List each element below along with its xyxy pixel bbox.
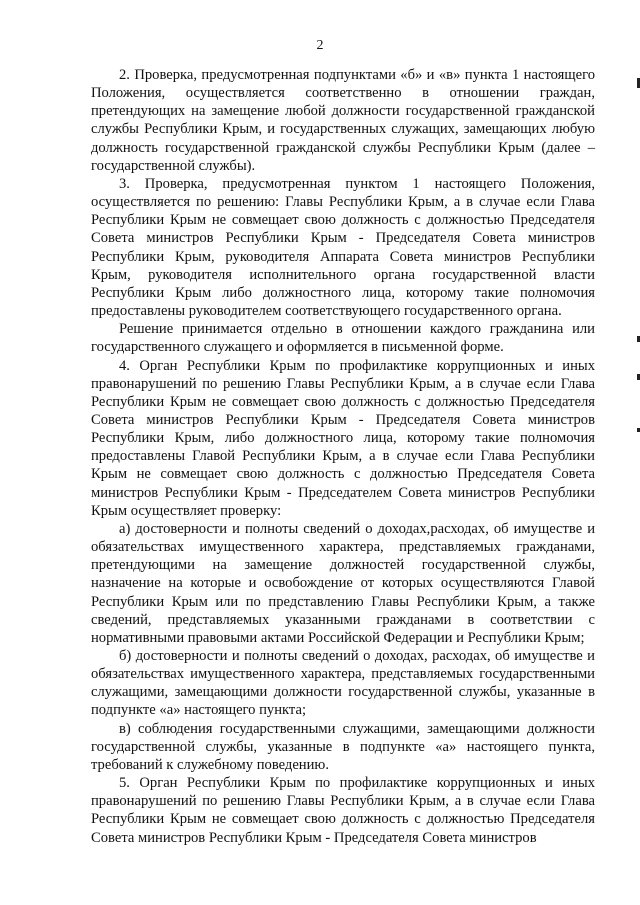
paragraph-4-subpoint-v: в) соблюдения государственными служащими, замещающими должности государственной службы, указанные в подпункте «а» настоящего пункта, требований к служебному поведению. bbox=[91, 720, 595, 773]
page-number: 2 bbox=[316, 38, 324, 53]
paragraph-4-subpoint-b: б) достоверности и полноты сведений о доходах, расходах, об имуществе и обязательствах имущественного характера, представляемых государственными служащими, замещающими должности государственной службы, указанные в подпункте «а» настоящего пункта; bbox=[91, 648, 595, 719]
paragraph-4: 4. Орган Республики Крым по профилактике коррупционных и иных правонарушений по решению Главы Республики Крым, а в случае если Глава Республики Крым не совмещает свою должность с должностью Председателя Совета министров Республики Крым - Председателя Совета министров Республики Крым, либо должностного лица, которому такие полномочия предоставлены Главой Республики Крым, а в случае если Глава Республики Крым не совмещает свою должность с должностью Председателя Совета министров Республики Крым - Председателем Совета министров Республики Крым осуществляет проверку: bbox=[91, 357, 595, 519]
paragraph-3: 3. Проверка, предусмотренная пунктом 1 настоящего Положения, осуществляется по решению: Главы Республики Крым, а в случае если Глава Республики Крым не совмещает свою должность с должностью Председателя Совета министров Республики Крым - Председателя Совета министров Республики Крым, руководителя Аппарата Совета министров Республики Крым, руководителя исполнительного органа государственной власти Республики Крым либо должностного лица, которому такие полномочия предоставлены руководителем соответствующего государственного органа. bbox=[91, 175, 595, 320]
paragraph-5: 5. Орган Республики Крым по профилактике коррупционных и иных правонарушений по решению Главы Республики Крым, а в случае если Глава Республики Крым не совмещает свою должность с должностью Председателя Совета министров Республики Крым - Председателя Совета министров bbox=[91, 775, 595, 846]
paragraph-2: 2. Проверка, предусмотренная подпунктами «б» и «в» пункта 1 настоящего Положения, осуществляется соответственно в отношении граждан, претендующих на замещение любой должности государственной гражданской службы Республики Крым, и государственных служащих, замещающих любую должность государственной гражданской службы Республики Крым (далее – государственной службы). bbox=[91, 67, 595, 174]
paragraph-4-subpoint-a: а) достоверности и полноты сведений о доходах,расходах, об имуществе и обязательствах имущественного характера, представляемых гражданами, претендующими на замещение должностей государственной службы, назначение на которые и освобождение от которых осуществляются Главой Республики Крым или по представлению Главы Республики Крым, а также сведений, представляемых указанными гражданами в соответствии с нормативными правовыми актами Российской Федерации и Республики Крым; bbox=[91, 520, 595, 646]
document-body bbox=[91, 66, 595, 847]
paragraph-3-decision: Решение принимается отдельно в отношении каждого гражданина или государственного служащего и оформляется в письменной форме. bbox=[91, 321, 595, 356]
